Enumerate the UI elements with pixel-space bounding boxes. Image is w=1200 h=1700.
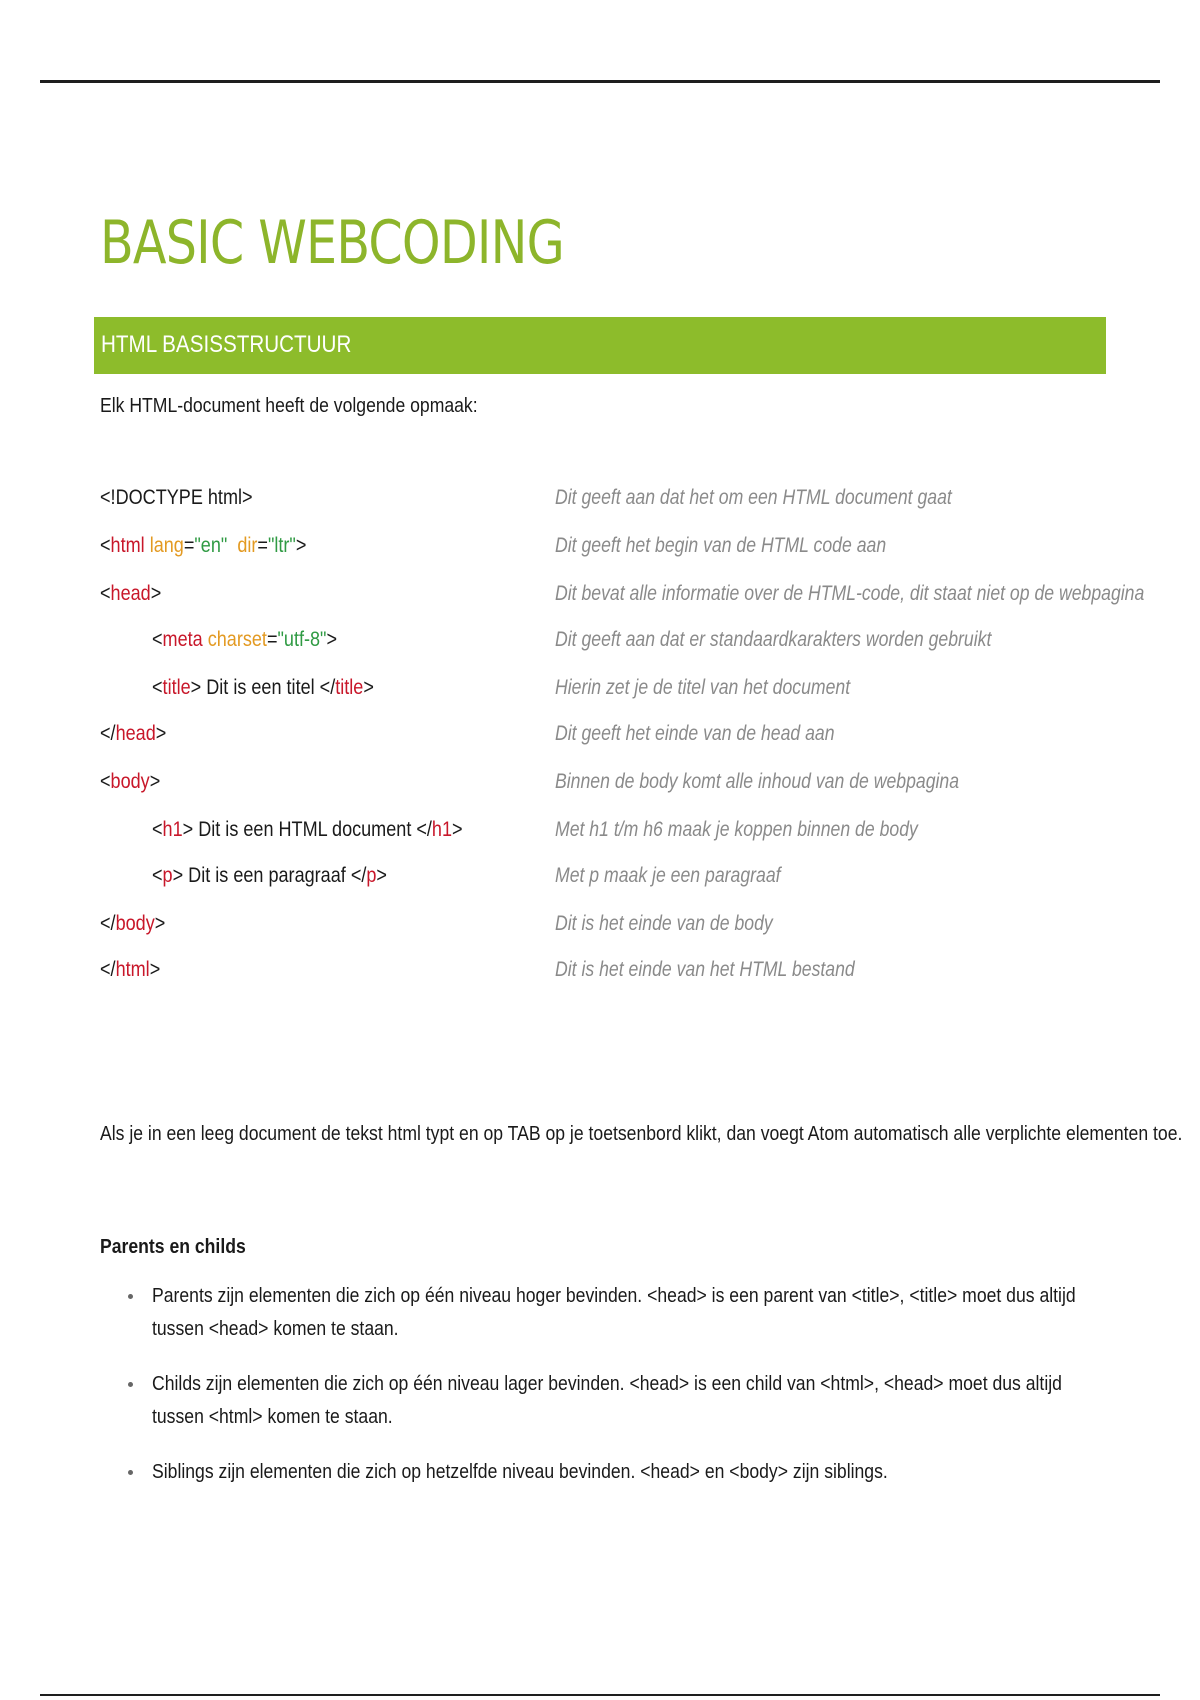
bullet-icon xyxy=(128,1470,133,1475)
code-p: <p> Dit is een paragraaf </p> xyxy=(152,864,387,887)
footer-rule xyxy=(40,1694,1160,1696)
code-row-p xyxy=(100,864,1100,894)
code-doctype: <!DOCTYPE html> xyxy=(100,486,253,509)
code-row-body-open xyxy=(100,770,1100,800)
code-comment: Dit geeft aan dat het om een HTML document gaat xyxy=(555,486,952,509)
code-body-close: </body> xyxy=(100,912,166,935)
list-item: Childs zijn elementen die zich op één niveau lager bevinden. <head> is een child van <html>, <head> moet dus altijd tussen <html> komen te staan. xyxy=(122,1368,1122,1434)
code-row-html-close xyxy=(100,958,1100,988)
intro-text: Elk HTML-document heeft de volgende opmaak: xyxy=(100,395,478,417)
section-title: HTML BASISSTRUCTUUR xyxy=(101,331,352,358)
code-row-meta xyxy=(100,628,1100,658)
list-item: Siblings zijn elementen die zich op hetzelfde niveau bevinden. <head> en <body> zijn siblings. xyxy=(122,1456,1122,1489)
code-row-doctype xyxy=(100,486,1100,516)
code-comment: Met h1 t/m h6 maak je koppen binnen de body xyxy=(555,818,918,841)
code-comment: Dit geeft aan dat er standaardkarakters worden gebruikt xyxy=(555,628,992,651)
page-title: BASIC WEBCODING xyxy=(100,208,564,278)
code-html-close: </html> xyxy=(100,958,161,981)
code-comment: Dit is het einde van de body xyxy=(555,912,773,935)
code-head-close: </head> xyxy=(100,722,167,745)
bullet-icon xyxy=(128,1294,133,1299)
bullet-icon xyxy=(128,1382,133,1387)
code-comment: Hierin zet je de titel van het document xyxy=(555,676,851,699)
code-row-head-open xyxy=(100,582,1145,612)
code-h1: <h1> Dit is een HTML document </h1> xyxy=(152,818,463,841)
code-comment: Dit geeft het begin van de HTML code aan xyxy=(555,534,887,557)
bullet-list xyxy=(122,1280,1122,1511)
atom-note: Als je in een leeg document de tekst html typt en op TAB op je toetsenbord klikt, dan voegt Atom automatisch alle verplichte elementen toe. xyxy=(100,1123,1183,1145)
code-body-open: <body> xyxy=(100,770,161,793)
list-item: Parents zijn elementen die zich op één niveau hoger bevinden. <head> is een parent van <title>, <title> moet dus altijd tussen <head> komen te staan. xyxy=(122,1280,1122,1346)
code-comment: Dit bevat alle informatie over de HTML-code, dit staat niet op de webpagina xyxy=(555,582,1145,605)
code-comment: Binnen de body komt alle inhoud van de webpagina xyxy=(555,770,960,793)
section-header-bar xyxy=(94,317,1106,374)
header-rule xyxy=(40,80,1160,83)
code-comment: Met p maak je een paragraaf xyxy=(555,864,781,887)
code-comment: Dit is het einde van het HTML bestand xyxy=(555,958,855,981)
code-row-head-close xyxy=(100,722,1100,752)
code-row-h1 xyxy=(100,818,1100,848)
code-meta: <meta charset="utf-8"> xyxy=(152,628,338,651)
code-row-title xyxy=(100,676,1100,706)
parents-heading: Parents en childs xyxy=(100,1236,246,1258)
code-row-body-close xyxy=(100,912,1100,942)
code-html-open: <html lang="en" dir="ltr"> xyxy=(100,534,307,557)
code-head-open: <head> xyxy=(100,582,162,605)
code-comment: Dit geeft het einde van de head aan xyxy=(555,722,835,745)
code-row-html-open xyxy=(100,534,1100,564)
code-title: <title> Dit is een titel </title> xyxy=(152,676,374,699)
